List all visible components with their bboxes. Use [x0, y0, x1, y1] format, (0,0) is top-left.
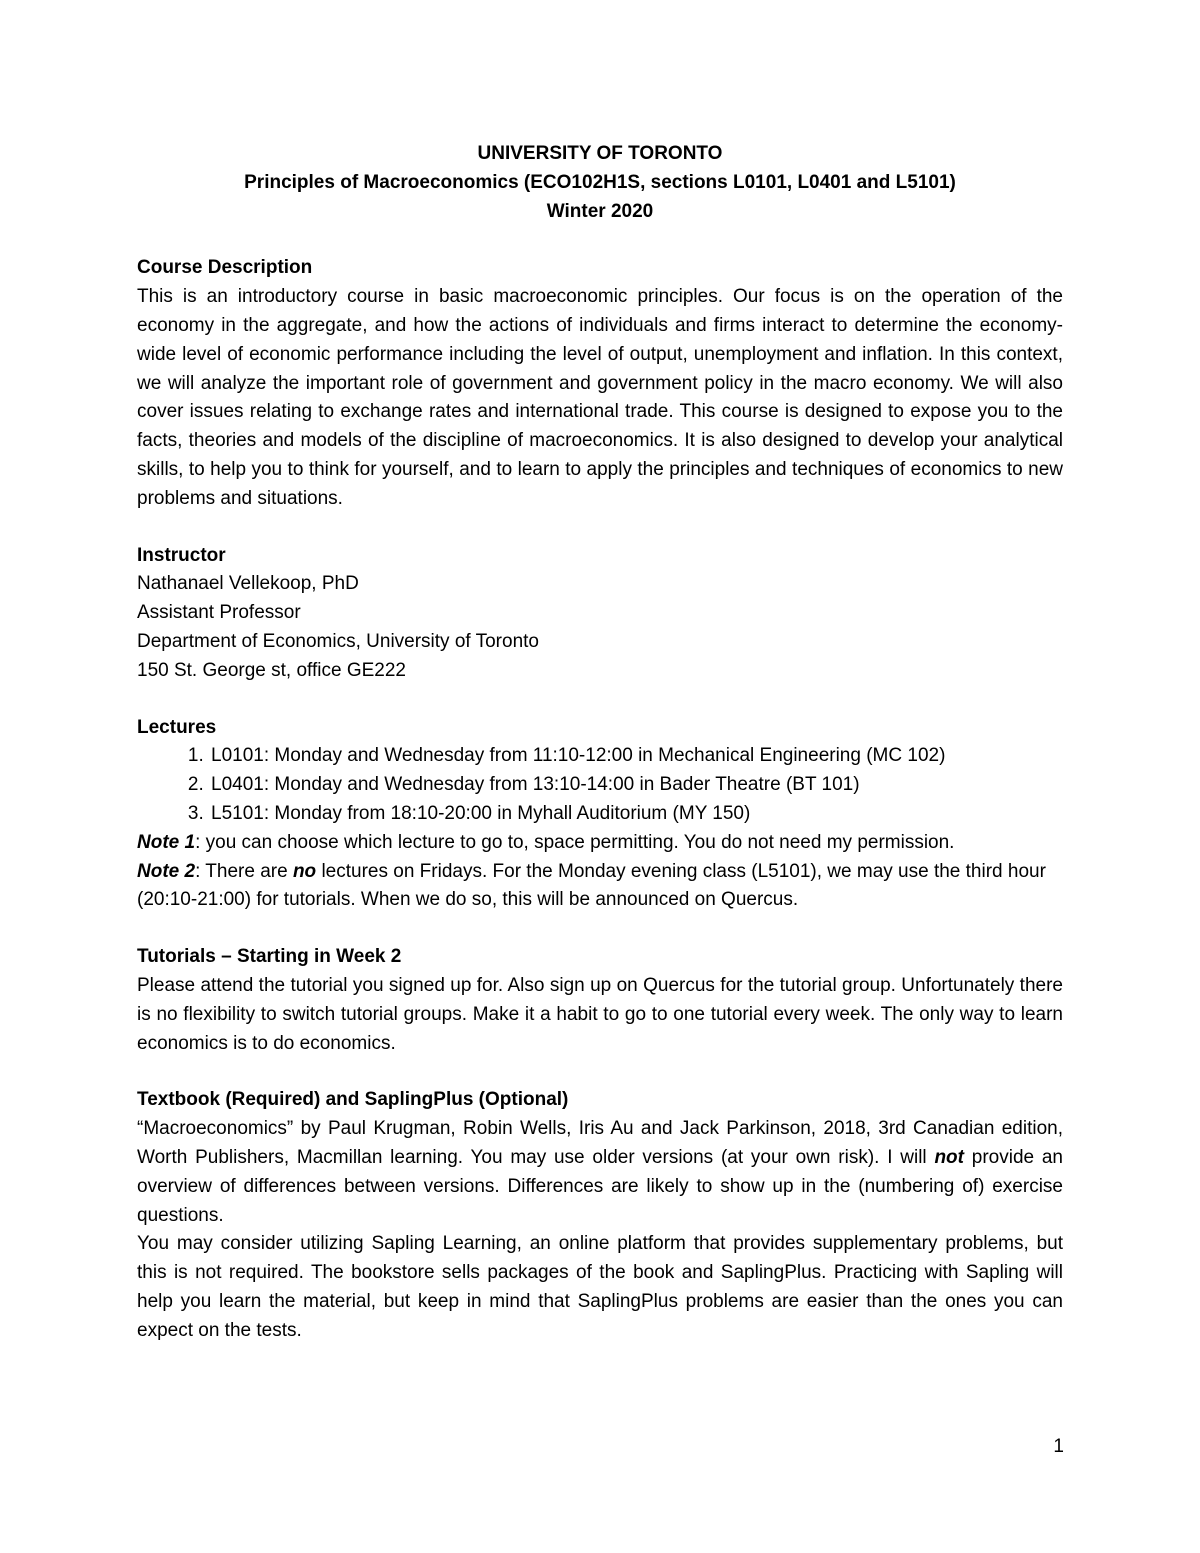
textbook-p1-emphasis: not [934, 1146, 964, 1168]
note-2-label: Note 2 [137, 860, 196, 882]
instructor-department: Department of Economics, University of Toronto [137, 630, 539, 652]
lecture-note-2 [137, 858, 1063, 916]
lectures-section [137, 714, 1063, 916]
course-description-body: This is an introductory course in basic macroeconomic principles. Our focus is on the operation of the economy in the aggregate, and how the actions of individuals and firms interact to determine the economy-wide level of economic performance including the level of output, unemployment and inflation. In this context, we will analyze the important role of government and government policy in the macro economy. We will also cover issues relating to exchange rates and international trade. This course is designed to expose you to the facts, theories and models of the discipline of macroeconomics. It is also designed to develop your analytical skills, to help you to think for yourself, and to learn to apply the principles and techniques of economics to new problems and situations. [137, 286, 1063, 509]
course-description-section [137, 254, 1063, 513]
textbook-p1-start: “Macroeconomics” by Paul Krugman, Robin Wells, Iris Au and Jack Parkinson, 2018, 3rd Canadian edition, Worth Publishers, Macmillan learning. You may use older versions (at your own risk). I will [137, 1118, 1063, 1168]
note-1-text: : you can choose which lecture to go to, space permitting. You do not need my permission. [195, 831, 955, 853]
note-2-text-start: : There are [195, 860, 293, 882]
textbook-p1-end: provide an overview of differences between versions. Differences are likely to show up in the (numbering of) exercise questions. [137, 1146, 1063, 1226]
note-2-text-end: lectures on Fridays. For the Monday evening class (L5101), we may use the third hour (20:10-21:00) for tutorials. When we do so, this will be announced on Quercus. [137, 860, 1046, 911]
textbook-section [137, 1086, 1063, 1345]
tutorials-section [137, 943, 1063, 1058]
page-number: 1 [1053, 1436, 1064, 1457]
page-content [137, 140, 1063, 1345]
lecture-item: 2. L0401: Monday and Wednesday from 13:10-14:00 in Bader Theatre (BT 101) [209, 771, 1063, 800]
instructor-name: Nathanael Vellekoop, PhD [137, 573, 359, 595]
tutorials-heading: Tutorials – Starting in Week 2 [137, 946, 402, 968]
course-term: Winter 2020 [546, 200, 654, 222]
lectures-heading: Lectures [137, 716, 217, 738]
instructor-office: 150 St. George st, office GE222 [137, 659, 406, 681]
textbook-paragraph-1 [137, 1115, 1063, 1230]
course-description-heading: Course Description [137, 257, 313, 279]
tutorials-body: Please attend the tutorial you signed up for. Also sign up on Quercus for the tutorial group. Unfortunately there is no flexibility to switch tutorial groups. Make it a habit to go to one tutorial every week. The only way to learn economics is to do economics. [137, 974, 1063, 1054]
instructor-section [137, 542, 1063, 686]
note-2-emphasis: no [292, 860, 317, 882]
textbook-paragraph-2: You may consider utilizing Sapling Learning, an online platform that provides supplementary problems, but this is not required. The bookstore sells packages of the book and SaplingPlus. Practicing with Sapling will help you learn the material, but keep in mind that SaplingPlus problems are easier than the ones you can expect on the tests. [137, 1233, 1063, 1341]
lectures-list [137, 742, 1063, 828]
textbook-heading: Textbook (Required) and SaplingPlus (Optional) [137, 1089, 569, 1111]
course-title: Principles of Macroeconomics (ECO102H1S, sections L0101, L0401 and L5101) [244, 171, 956, 193]
university-name: UNIVERSITY OF TORONTO [477, 143, 723, 164]
note-1-label: Note 1 [137, 831, 196, 853]
lecture-item: 3. L5101: Monday from 18:10-20:00 in Myhall Auditorium (MY 150) [209, 800, 1063, 829]
lecture-item: 1. L0101: Monday and Wednesday from 11:10-12:00 in Mechanical Engineering (MC 102) [209, 742, 1063, 771]
instructor-title: Assistant Professor [137, 602, 301, 624]
instructor-heading: Instructor [137, 544, 226, 566]
lecture-note-1 [137, 829, 1063, 858]
